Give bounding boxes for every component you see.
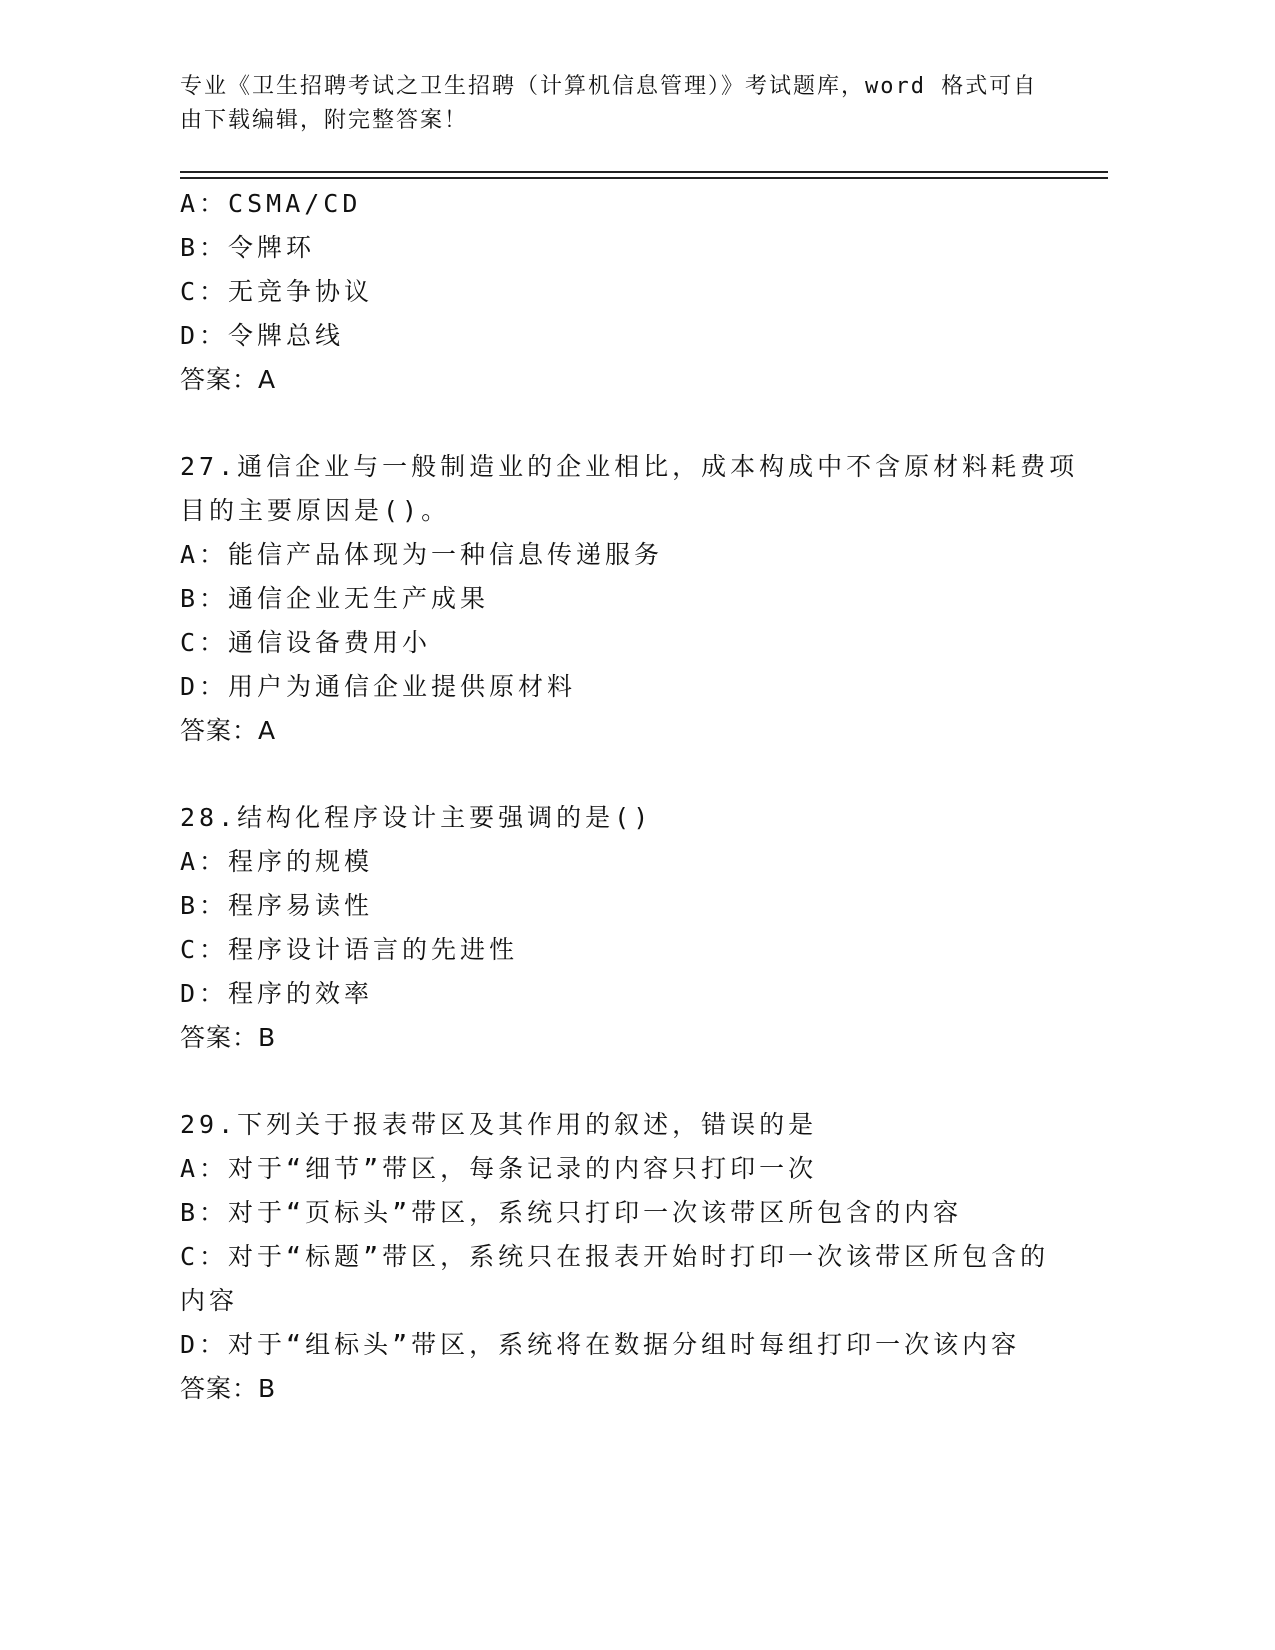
option-a: A：能信产品体现为一种信息传递服务 <box>180 540 664 569</box>
option-a: A：CSMA/CD <box>180 189 362 218</box>
header-line-2: 由下载编辑，附完整答案！ <box>180 108 469 133</box>
document-header <box>180 70 1060 138</box>
option-b: B：对于“页标头”带区，系统只打印一次该带区所包含的内容 <box>180 1198 963 1227</box>
option-c-continued: 内容 <box>180 1286 239 1315</box>
option-a: A：对于“细节”带区，每条记录的内容只打印一次 <box>180 1154 818 1183</box>
question-stem-continued: 目的主要原因是()。 <box>180 496 451 525</box>
spacer <box>180 1060 1080 1103</box>
answer-line: 答案：B <box>180 1023 277 1052</box>
option-a: A：程序的规模 <box>180 847 374 876</box>
question-28 <box>180 796 1080 1060</box>
option-d: D：对于“组标头”带区，系统将在数据分组时每组打印一次该内容 <box>180 1330 1021 1359</box>
option-c: C：通信设备费用小 <box>180 628 432 657</box>
header-rule-bottom <box>180 177 1108 179</box>
option-b: B：通信企业无生产成果 <box>180 584 490 613</box>
spacer <box>180 402 1080 445</box>
spacer <box>180 753 1080 796</box>
header-line-1: 专业《卫生招聘考试之卫生招聘（计算机信息管理）》考试题库，word 格式可自 <box>180 74 1038 99</box>
question-26 <box>180 182 1080 402</box>
answer-line: 答案：A <box>180 365 277 394</box>
option-d: D：程序的效率 <box>180 979 374 1008</box>
question-29 <box>180 1103 1080 1411</box>
option-b: B：程序易读性 <box>180 891 374 920</box>
option-c: C：对于“标题”带区，系统只在报表开始时打印一次该带区所包含的 <box>180 1242 1050 1271</box>
question-stem: 27.通信企业与一般制造业的企业相比，成本构成中不含原材料耗费项 <box>180 452 1079 481</box>
answer-line: 答案：B <box>180 1374 277 1403</box>
question-27 <box>180 445 1080 753</box>
option-d: D：用户为通信企业提供原材料 <box>180 672 577 701</box>
question-stem: 29.下列关于报表带区及其作用的叙述，错误的是 <box>180 1110 818 1139</box>
option-c: C：无竞争协议 <box>180 277 374 306</box>
option-d: D：令牌总线 <box>180 321 345 350</box>
option-c: C：程序设计语言的先进性 <box>180 935 519 964</box>
header-rule-top <box>180 171 1108 173</box>
question-list <box>180 182 1080 1411</box>
question-stem: 28.结构化程序设计主要强调的是() <box>180 803 653 832</box>
option-b: B：令牌环 <box>180 233 316 262</box>
answer-line: 答案：A <box>180 716 277 745</box>
